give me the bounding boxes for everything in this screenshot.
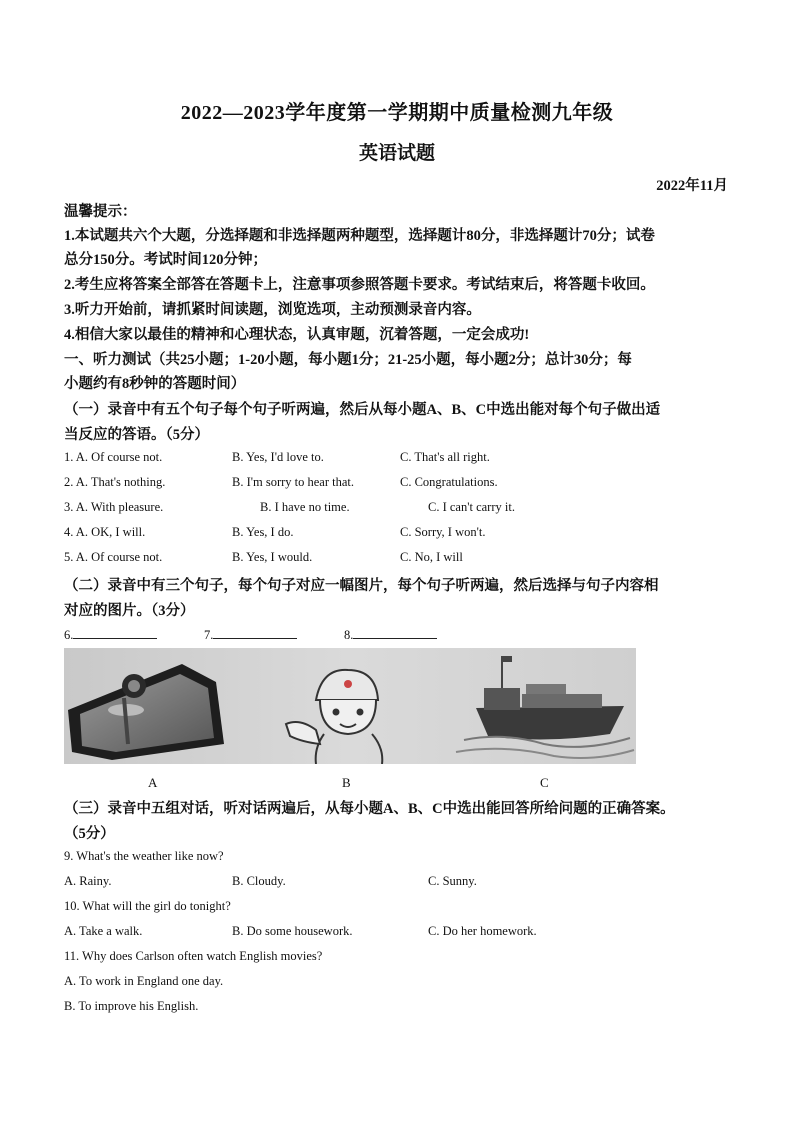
q5-option-c: C. No, I will [400,550,463,564]
q5-option-b: B. Yes, I would. [232,550,313,564]
q1-option-c: C. That's all right. [400,450,490,464]
answer-blank-8[interactable]: 8. [344,625,437,643]
tips-heading: 温馨提示： [64,204,137,220]
answer-blank-7[interactable]: 7. [204,625,297,643]
picture-label-a: A [148,775,158,790]
exam-title: 2022—2023学年度第一学期期中质量检测九年级 [180,102,614,124]
picture-label-c: C [540,775,549,790]
tip-1-line-2: 总分150分。考试时间120分钟； [64,252,267,268]
q10-option-a: A. Take a walk. [64,924,143,938]
q4-option-b: B. Yes, I do. [232,525,294,539]
q10-stem: 10. What will the girl do tonight? [64,899,231,913]
section-1-heading-line-1: 一、听力测试（共25小题；1-20小题，每小题1分；21-25小题，每小题2分；总计30分；每 [64,352,632,368]
q9-option-b: B. Cloudy. [232,874,286,888]
part-1-instruction-line-2: 当反应的答语。（5分） [64,427,209,443]
q11-option-a: A. To work in England one day. [64,974,224,988]
picture-strip [64,648,636,764]
q5-option-a: 5. A. Of course not. [64,550,163,564]
picture-label-b: B [342,775,351,790]
q4-option-a: 4. A. OK, I will. [64,525,146,539]
tip-4: 4.相信大家以最佳的精神和心理状态，认真审题，沉着答题，一定会成功! [64,327,530,343]
q11-option-b: B. To improve his English. [64,999,199,1013]
q2-option-c: C. Congratulations. [400,475,498,489]
q9-option-c: C. Sunny. [428,874,477,888]
q9-option-a: A. Rainy. [64,874,112,888]
q9-stem: 9. What's the weather like now? [64,849,224,863]
q10-option-c: C. Do her homework. [428,924,537,938]
q1-option-b: B. Yes, I'd love to. [232,450,324,464]
tip-2: 2.考生应将答案全部答在答题卡上，注意事项参照答题卡要求。考试结束后，将答题卡收回。 [64,277,655,293]
listening-pictures [64,648,636,764]
q10-option-b: B. Do some housework. [232,924,353,938]
q3-option-c: C. I can't carry it. [428,500,515,514]
q3-option-a: 3. A. With pleasure. [64,500,164,514]
section-1-heading-line-2: 小题约有8秒钟的答题时间） [64,376,246,392]
part-2-instruction-line-2: 对应的图片。（3分） [64,603,195,619]
tip-3: 3.听力开始前，请抓紧时间读题，浏览选项，主动预测录音内容。 [64,302,481,318]
q2-option-b: B. I'm sorry to hear that. [232,475,355,489]
tip-1-line-1: 1.本试题共六个大题，分选择题和非选择题两种题型，选择题计80分，非选择题计70分；试卷 [64,228,655,244]
q3-option-b: B. I have no time. [260,500,350,514]
q11-stem: 11. Why does Carlson often watch English movies? [64,949,323,963]
part-3-instruction-line-2: （5分） [64,826,115,842]
exam-subtitle: 英语试题 [358,143,435,164]
part-3-instruction-line-1: （三）录音中五组对话，听对话两遍后，从每小题A、B、C中选出能回答所给问题的正确答案。 [64,801,675,817]
part-2-instruction-line-1: （二）录音中有三个句子，每个句子对应一幅图片，每个句子听两遍，然后选择与句子内容相 [64,578,659,594]
exam-date: 2022年11月 [656,178,728,194]
q1-option-a: 1. A. Of course not. [64,450,163,464]
answer-blank-6[interactable]: 6. [64,625,157,643]
q2-option-a: 2. A. That's nothing. [64,475,166,489]
q4-option-c: C. Sorry, I won't. [400,525,486,539]
part-1-instruction-line-1: （一）录音中有五个句子每个句子听两遍，然后从每小题A、B、C中选出能对每个句子做出适 [64,402,661,418]
